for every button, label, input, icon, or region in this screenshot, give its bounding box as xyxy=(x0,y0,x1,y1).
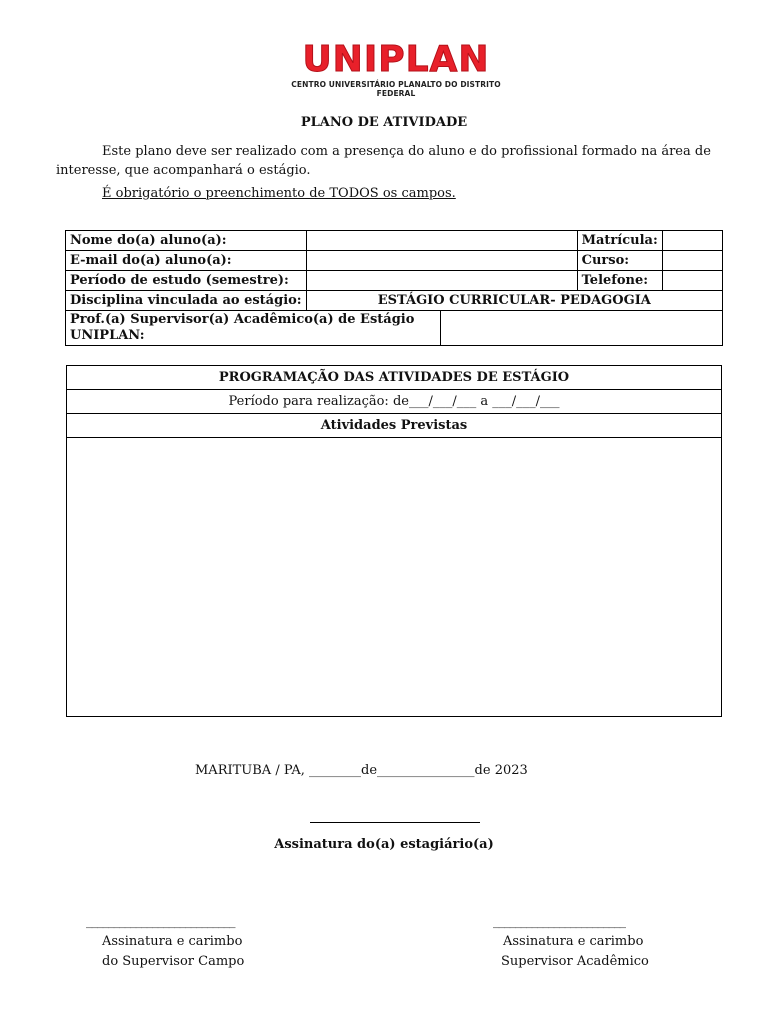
student-name-field[interactable] xyxy=(306,231,577,251)
enrollment-field[interactable] xyxy=(662,231,722,251)
phone-field[interactable] xyxy=(662,271,722,291)
supervisor-field[interactable] xyxy=(441,311,723,346)
logo-subtitle: CENTRO UNIVERSITÁRIO PLANALTO DO DISTRITO FEDERAL xyxy=(291,80,501,98)
activities-heading: PROGRAMAÇÃO DAS ATIVIDADES DE ESTÁGIO xyxy=(67,366,721,390)
intro-paragraph xyxy=(56,142,766,180)
academic-supervisor-label-1: Assinatura e carimbo xyxy=(503,934,644,949)
field-supervisor-label-2: do Supervisor Campo xyxy=(102,954,245,969)
planned-activities-area[interactable] xyxy=(67,438,721,716)
mandatory-note: É obrigatório o preenchimento de TODOS os campos. xyxy=(102,186,456,201)
academic-supervisor-label-2: Supervisor Acadêmico xyxy=(501,954,649,969)
field-supervisor-label-1: Assinatura e carimbo xyxy=(102,934,243,949)
academic-supervisor-signature-line[interactable]: ________________________ xyxy=(493,914,625,929)
activities-period[interactable]: Período para realização: de___/___/___ a ___/___/___ xyxy=(67,390,721,414)
document-title: PLANO DE ATIVIDADE xyxy=(300,115,468,130)
supervisor-table xyxy=(65,311,723,346)
activities-box xyxy=(66,365,722,717)
intern-signature-label: Assinatura do(a) estagiário(a) xyxy=(274,837,494,852)
field-supervisor-signature xyxy=(88,912,244,972)
supervisor-label xyxy=(66,311,441,346)
student-name-label: Nome do(a) aluno(a): xyxy=(66,231,307,251)
field-supervisor-signature-line[interactable]: ___________________________ xyxy=(86,914,235,929)
academic-supervisor-signature xyxy=(495,912,649,972)
phone-label: Telefone: xyxy=(577,271,662,291)
period-label: Período de estudo (semestre): xyxy=(66,271,307,291)
discipline-value: ESTÁGIO CURRICULAR- PEDAGOGIA xyxy=(306,291,722,311)
supervisor-label-line1: Prof.(a) Supervisor(a) Acadêmico(a) de Estágio xyxy=(70,312,415,327)
supervisor-label-line2: UNIPLAN: xyxy=(70,328,145,343)
email-field[interactable] xyxy=(306,251,577,271)
intro-text: Este plano deve ser realizado com a presença do aluno e do profissional formado na área de interesse, que acompanhará o estágio. xyxy=(56,144,711,178)
uniplan-logo: UNIPLAN xyxy=(302,39,490,80)
email-label: E-mail do(a) aluno(a): xyxy=(66,251,307,271)
student-info-table xyxy=(65,230,723,311)
intern-signature-line[interactable] xyxy=(310,822,480,823)
discipline-label: Disciplina vinculada ao estágio: xyxy=(66,291,307,311)
course-label: Curso: xyxy=(577,251,662,271)
enrollment-label: Matrícula: xyxy=(577,231,662,251)
course-field[interactable] xyxy=(662,251,722,271)
period-field[interactable] xyxy=(306,271,577,291)
place-date[interactable]: MARITUBA / PA, ________de_______________de 2023 xyxy=(195,763,528,778)
planned-activities-heading: Atividades Previstas xyxy=(67,414,721,438)
